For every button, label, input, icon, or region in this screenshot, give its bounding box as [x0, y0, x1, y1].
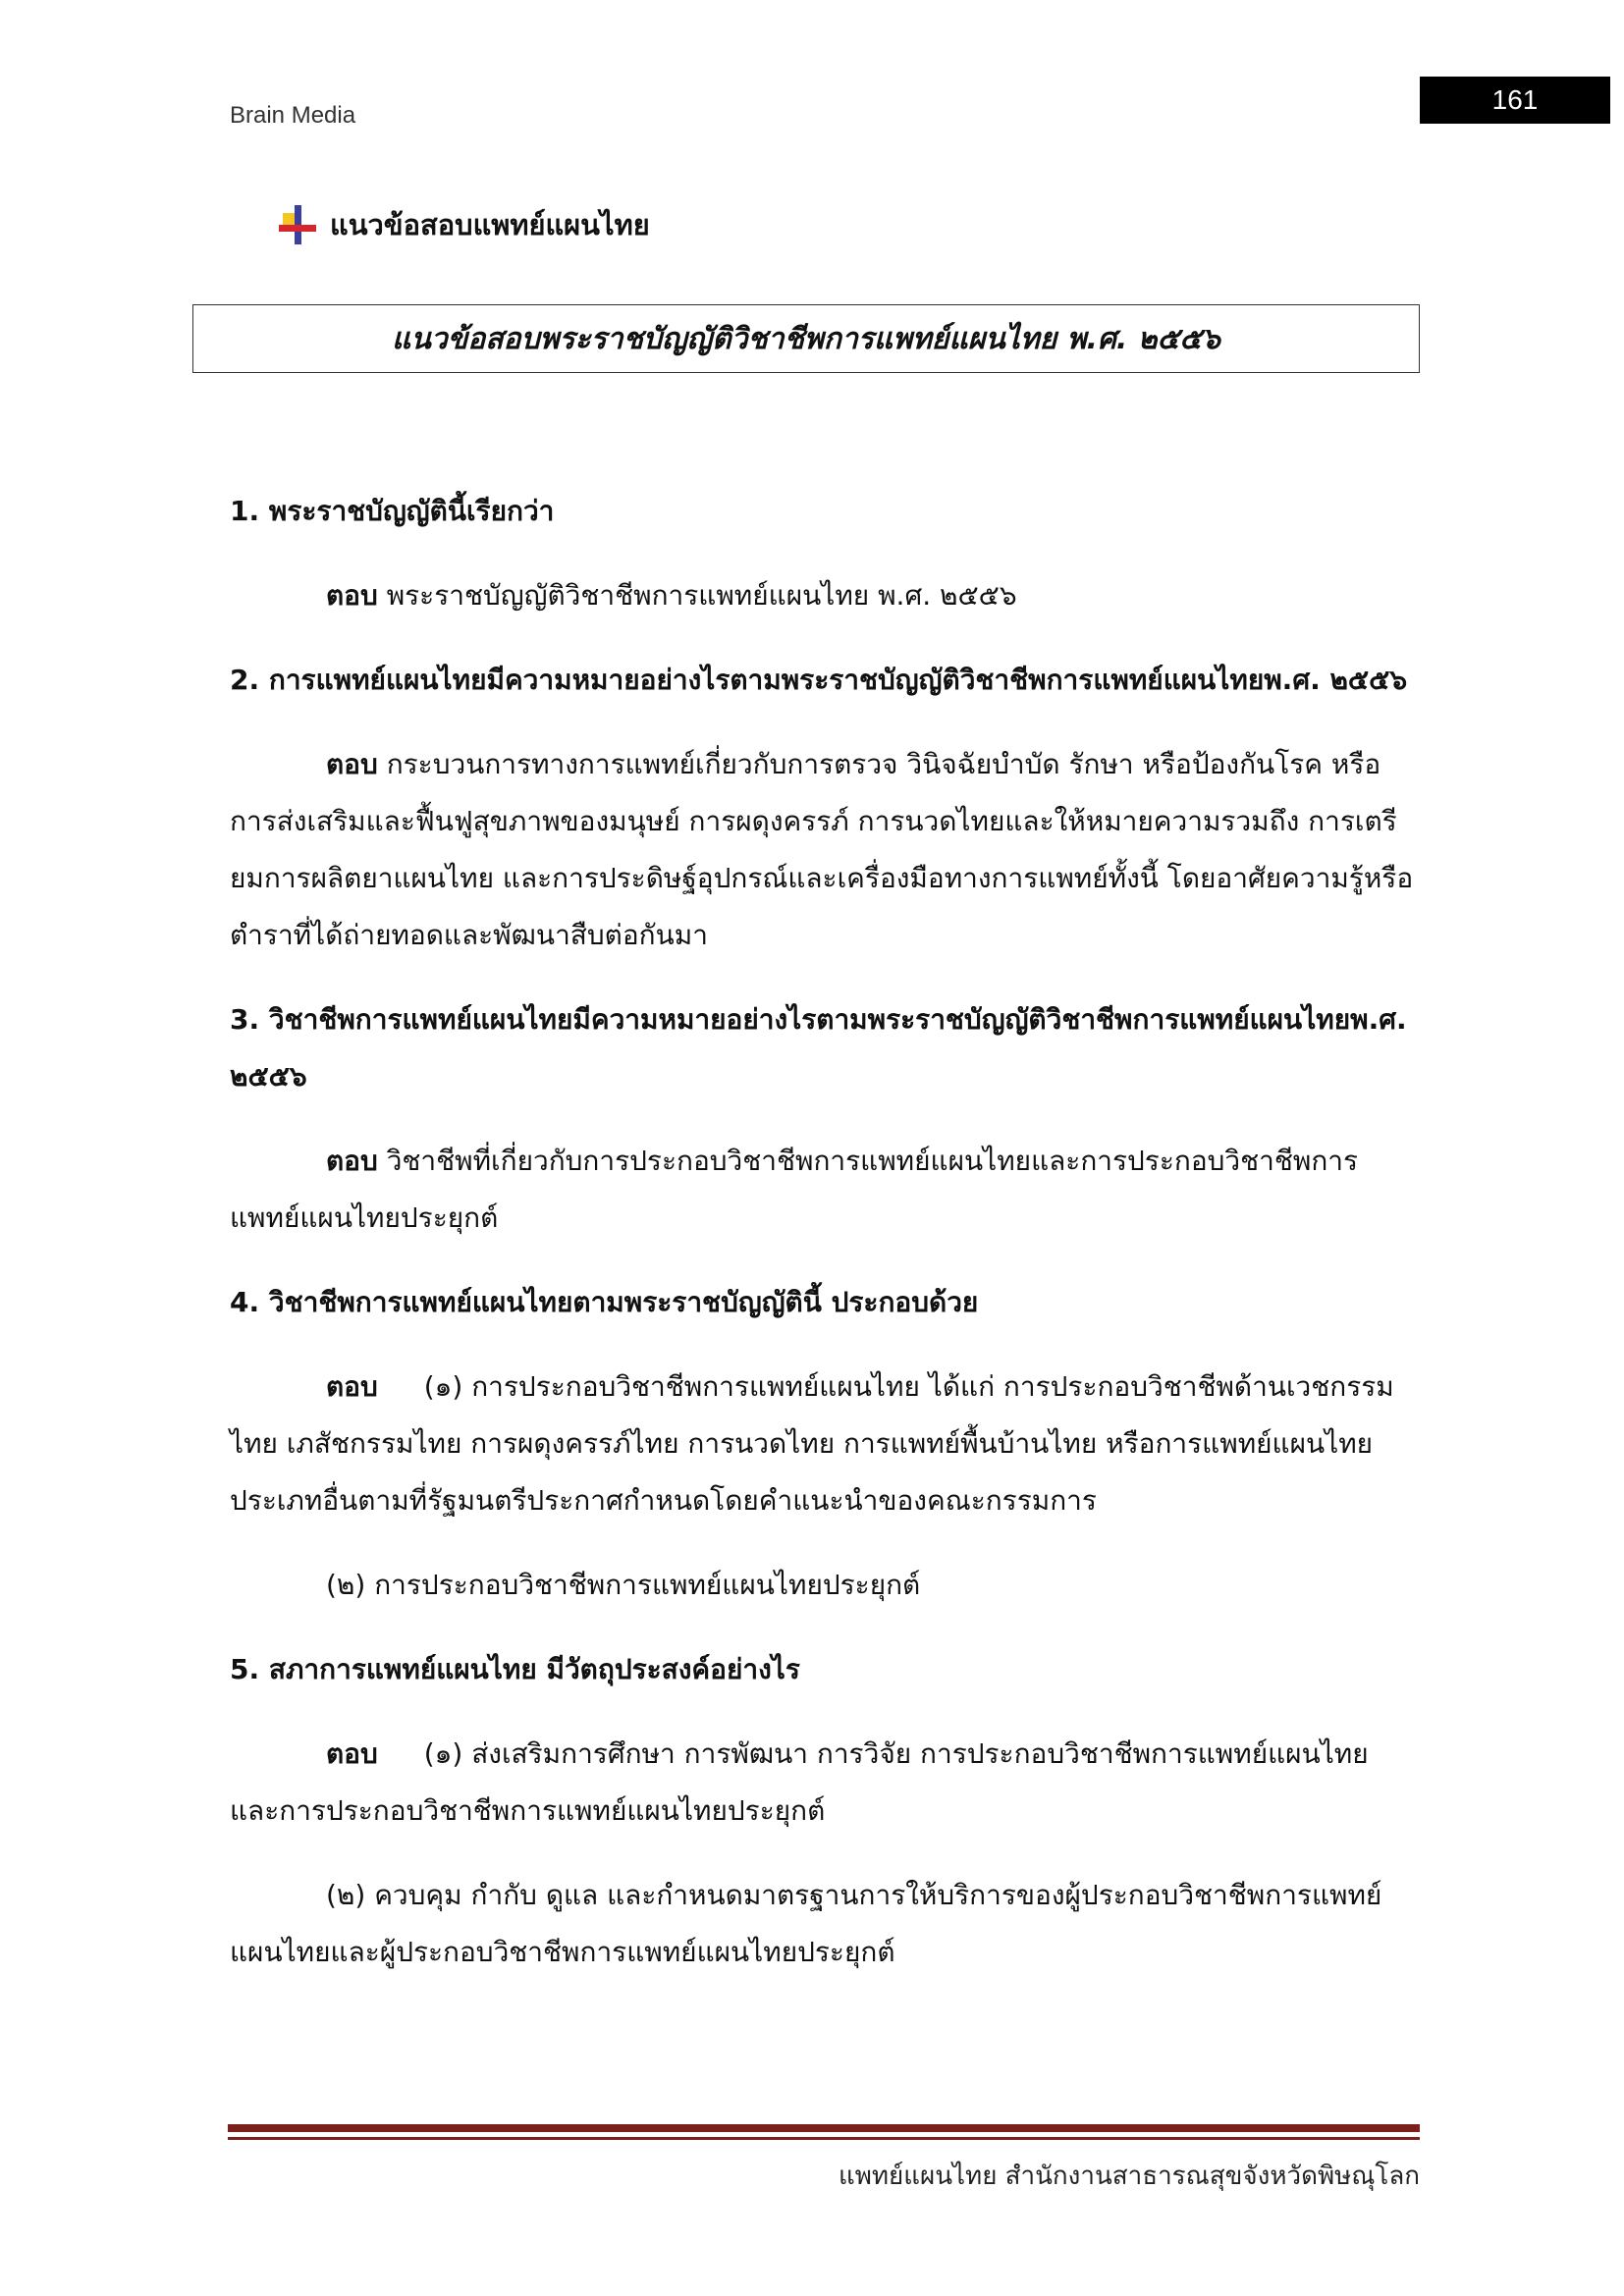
section-heading: [279, 202, 650, 247]
answer-label: ตอบ: [326, 1145, 378, 1177]
document-title-box: [192, 304, 1420, 373]
question-3: 3. วิชาชีพการแพทย์แผนไทยมีความหมายอย่างไรตามพระราชบัญญัติวิชาชีพการแพทย์แผนไทยพ.ศ. ๒๕๕๖: [230, 1003, 1407, 1093]
footer-rule: [228, 2124, 1420, 2132]
answer-label: ตอบ: [326, 1370, 378, 1403]
publisher-name: Brain Media: [230, 102, 356, 129]
document-title: แนวข้อสอบพระราชบัญญัติวิชาชีพการแพทย์แผนไทย พ.ศ. ๒๕๕๖: [392, 321, 1220, 356]
question-4: 4. วิชาชีพการแพทย์แผนไทยตามพระราชบัญญัตินี้ ประกอบด้วย: [230, 1286, 979, 1318]
qa-list: [230, 483, 1418, 2008]
section-heading-text: แนวข้อสอบแพทย์แผนไทย: [330, 208, 650, 241]
answer-label: ตอบ: [326, 579, 378, 612]
question-2: 2. การแพทย์แผนไทยมีความหมายอย่างไรตามพระราชบัญญัติวิชาชีพการแพทย์แผนไทยพ.ศ. ๒๕๕๖: [230, 664, 1408, 696]
answer-label: ตอบ: [326, 748, 378, 780]
footer-rule-thin: [228, 2137, 1420, 2140]
answer-4-item-2: (๒) การประกอบวิชาชีพการแพทย์แผนไทยประยุกต์: [326, 1569, 921, 1601]
answer-5: [230, 1726, 1418, 1840]
answer-1: [230, 567, 1418, 624]
cross-bullet-icon: [279, 205, 316, 244]
answer-text: (๑) ส่งเสริมการศึกษา การพัฒนา การวิจัย การประกอบวิชาชีพการแพทย์แผนไทย และการประกอบวิชาชีพการแพทย์แผนไทยประยุกต์: [230, 1737, 1369, 1827]
answer-3: [230, 1133, 1418, 1247]
footer-text: แพทย์แผนไทย สำนักงานสาธารณสุขจังหวัดพิษณุโลก: [838, 2162, 1420, 2191]
answer-text: (๑) การประกอบวิชาชีพการแพทย์แผนไทย ได้แก่ การประกอบวิชาชีพด้านเวชกรรมไทย เภสัชกรรมไทย การผดุงครรภ์ไทย การนวดไทย การแพทย์พื้นบ้านไทย หรือการแพทย์แผนไทยประเภทอื่นตามที่รัฐมนตรีประกาศกำหนดโดยคำแนะนำของคณะกรรมการ: [230, 1370, 1394, 1517]
question-1: 1. พระราชบัญญัตินี้เรียกว่า: [230, 495, 555, 527]
answer-text: กระบวนการทางการแพทย์เกี่ยวกับการตรวจ วินิจฉัยบำบัด รักษา หรือป้องกันโรค หรือการส่งเสริมและฟื้นฟูสุขภาพของมนุษย์ การผดุงครรภ์ การนวดไทยและให้หมายความรวมถึง การเตรียมการผลิตยาแผนไทย และการประดิษฐ์อุปกรณ์และเครื่องมือทางการแพทย์ทั้งนี้ โดยอาศัยความรู้หรือตำราที่ได้ถ่ายทอดและพัฒนาสืบต่อกันมา: [230, 748, 1414, 951]
answer-label: ตอบ: [326, 1737, 378, 1770]
answer-text: พระราชบัญญัติวิชาชีพการแพทย์แผนไทย พ.ศ. ๒๕๕๖: [386, 579, 1017, 612]
answer-2: [230, 736, 1418, 964]
answer-text: วิชาชีพที่เกี่ยวกับการประกอบวิชาชีพการแพทย์แผนไทยและการประกอบวิชาชีพการแพทย์แผนไทยประยุกต์: [230, 1145, 1359, 1234]
answer-5-item-2: (๒) ควบคุม กำกับ ดูแล และกำหนดมาตรฐานการให้บริการของผู้ประกอบวิชาชีพการแพทย์แผนไทยและผู้ประกอบวิชาชีพการแพทย์แผนไทยประยุกต์: [230, 1879, 1382, 1968]
answer-4: [230, 1359, 1418, 1529]
page-number: 161: [1420, 77, 1610, 124]
question-5: 5. สภาการแพทย์แผนไทย มีวัตถุประสงค์อย่างไร: [230, 1653, 800, 1685]
